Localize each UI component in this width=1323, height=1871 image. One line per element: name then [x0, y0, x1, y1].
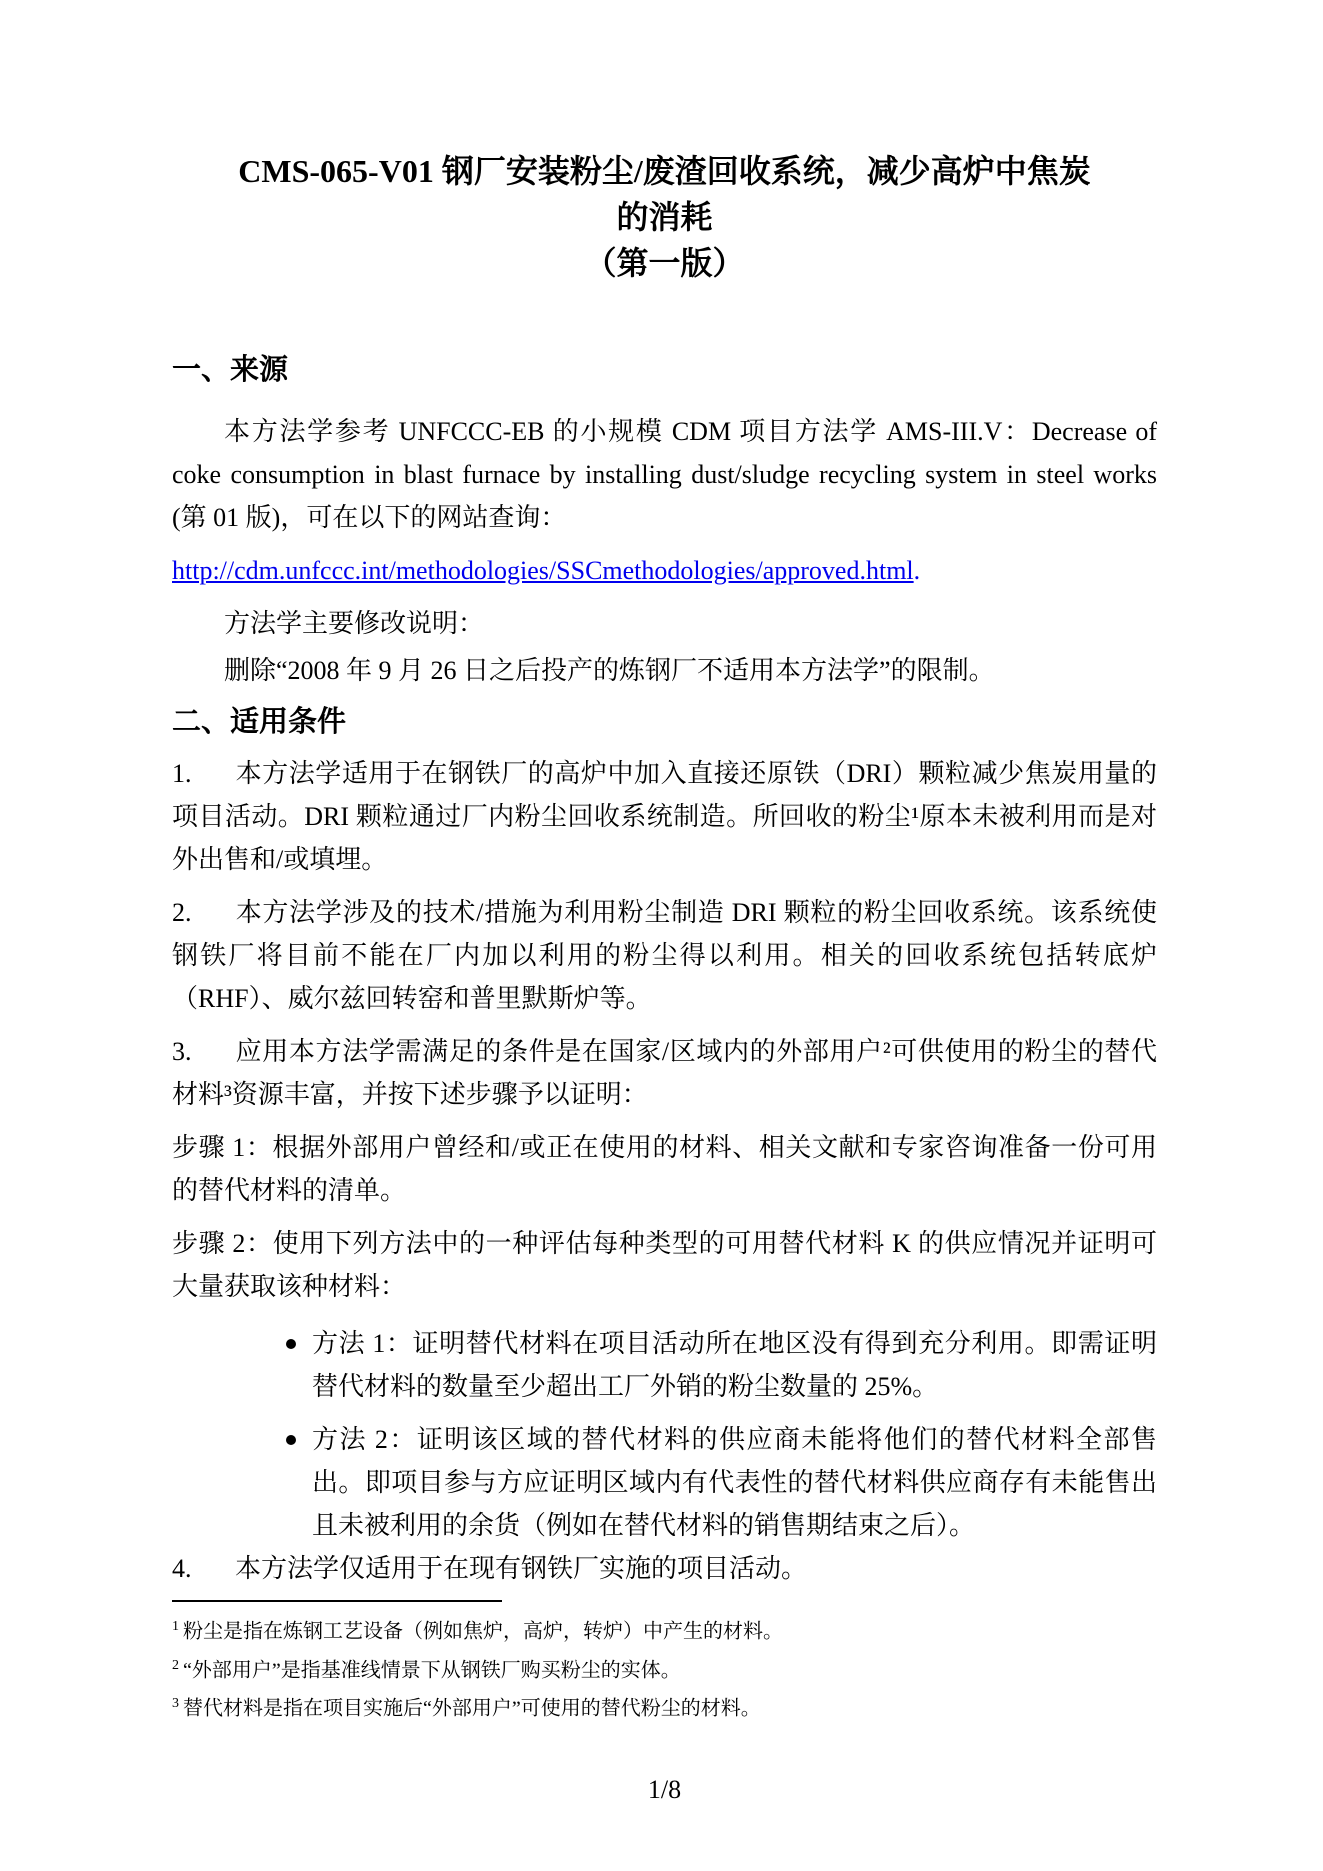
condition-item-4 — [172, 1547, 1157, 1590]
condition-item-1 — [172, 752, 1157, 881]
section-heading-conditions: 二、适用条件 — [172, 706, 347, 738]
revision-note-label: 方法学主要修改说明： — [224, 609, 485, 638]
revision-note: 删除“2008 年 9 月 26 日之后投产的炼钢厂不适用本方法学”的限制。 — [224, 656, 995, 685]
bullet-icon — [286, 1339, 296, 1349]
document-title — [172, 148, 1157, 286]
title-line-1: CMS-065-V01 钢厂安装粉尘/废渣回收系统，减少高炉中焦炭 — [238, 153, 1091, 189]
title-line-3: （第一版） — [584, 245, 745, 281]
step-2-paragraph: 步骤 2：使用下列方法中的一种评估每种类型的可用替代材料 K 的供应情况并证明可大量获取该种材料： — [172, 1229, 1157, 1301]
method-2-text: 方法 2：证明该区域的替代材料的供应商未能将他们的替代材料全部售出。即项目参与方应证明区域内有代表性的替代材料供应商存有未能售出且未被利用的余货（例如在替代材料的销售期结束之后）。 — [312, 1425, 1157, 1540]
methodology-link[interactable]: http://cdm.unfccc.int/methodologies/SSCmethodologies/approved.html — [172, 556, 914, 585]
footnote-3-marker: 3 — [172, 1696, 179, 1712]
bullet-icon — [286, 1435, 296, 1445]
footnote-2-text: “外部用户”是指基准线情景下从钢铁厂购买粉尘的实体。 — [183, 1659, 681, 1682]
method-1-text: 方法 1：证明替代材料在项目活动所在地区没有得到充分利用。即需证明替代材料的数量至少超出工厂外销的粉尘数量的 25%。 — [312, 1329, 1157, 1401]
link-trailing-period: . — [913, 556, 921, 585]
condition-item-2 — [172, 891, 1157, 1020]
condition-item-3-text: 应用本方法学需满足的条件是在国家/区域内的外部用户²可供使用的粉尘的替代材料³资源丰富，并按下述步骤予以证明： — [172, 1037, 1157, 1109]
footnote-3 — [172, 1687, 1157, 1726]
step-1-paragraph: 步骤 1：根据外部用户曾经和/或正在使用的材料、相关文献和专家咨询准备一份可用的替代材料的清单。 — [172, 1133, 1157, 1205]
condition-item-1-text: 本方法学适用于在钢铁厂的高炉中加入直接还原铁（DRI）颗粒减少焦炭用量的项目活动。DRI 颗粒通过厂内粉尘回收系统制造。所回收的粉尘¹原本未被利用而是对外出售和/或填埋。 — [172, 759, 1157, 874]
footnote-1 — [172, 1610, 1157, 1649]
condition-item-2-number: 2. — [172, 898, 192, 927]
condition-item-3-number: 3. — [172, 1037, 192, 1066]
footnote-1-marker: 1 — [172, 1619, 179, 1634]
source-intro-paragraph: 本方法学参考 UNFCCC-EB 的小规模 CDM 项目方法学 AMS-III.V：Decrease of coke consumption in blast furnace by installing dust/sludge recycling system in steel works (第 01 版)，可在以下的网站查询： — [172, 417, 1157, 532]
section-heading-source: 一、来源 — [172, 354, 289, 386]
condition-item-4-number: 4. — [172, 1554, 192, 1583]
footnote-3-text: 替代材料是指在项目实施后“外部用户”可使用的替代粉尘的材料。 — [183, 1697, 761, 1720]
footnote-2 — [172, 1649, 1157, 1688]
condition-item-3 — [172, 1030, 1157, 1116]
page-number: 1/8 — [647, 1774, 682, 1804]
method-1-bullet — [172, 1322, 1157, 1408]
condition-item-1-number: 1. — [172, 759, 192, 788]
condition-item-4-text: 本方法学仅适用于在现有钢铁厂实施的项目活动。 — [235, 1554, 808, 1583]
footnote-2-marker: 2 — [172, 1657, 179, 1673]
methodology-link-line — [172, 549, 1157, 592]
title-line-2: 的消耗 — [616, 199, 713, 235]
condition-item-2-text: 本方法学涉及的技术/措施为利用粉尘制造 DRI 颗粒的粉尘回收系统。该系统使钢铁厂将目前不能在厂内加以利用的粉尘得以利用。相关的回收系统包括转底炉（RHF）、威尔兹回转窑和普里默斯炉等。 — [172, 898, 1157, 1013]
method-2-bullet — [172, 1418, 1157, 1547]
footnote-separator-rule — [172, 1600, 502, 1602]
footnote-1-text: 粉尘是指在炼钢工艺设备（例如焦炉，高炉，转炉）中产生的材料。 — [183, 1620, 783, 1643]
